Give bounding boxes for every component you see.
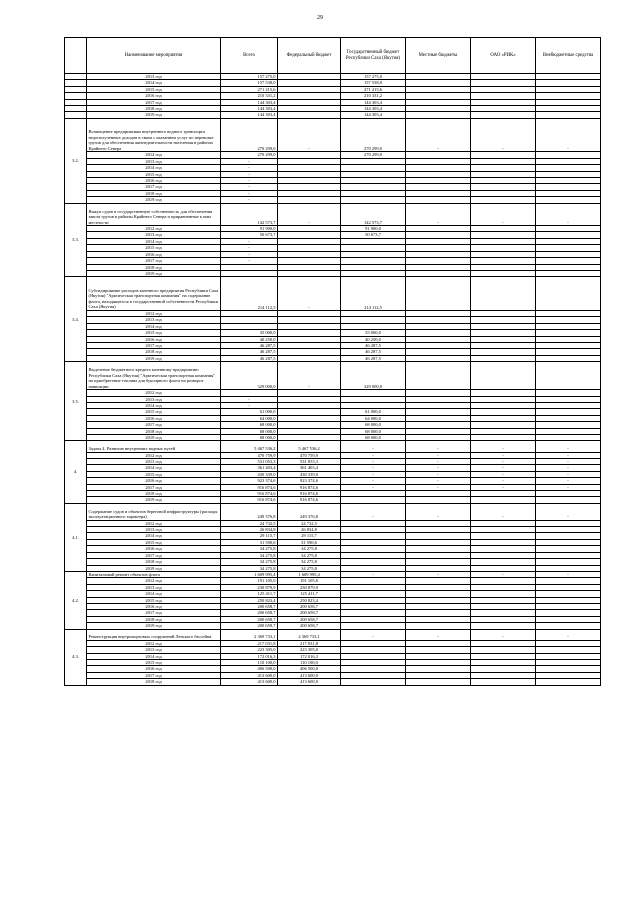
local-cell: -	[406, 571, 471, 578]
federal-cell: 110 100,0	[278, 660, 341, 666]
year-label: 2012 год	[87, 640, 221, 646]
year-label: 2017 год	[87, 484, 221, 490]
item-number: 3.4.	[65, 277, 87, 362]
year-label: 2019 год	[87, 355, 221, 361]
republic-cell: 271 215,6	[341, 86, 406, 92]
republic-cell: -	[341, 471, 406, 477]
year-label: 2019 год	[87, 565, 221, 571]
extra-cell: -	[536, 118, 601, 152]
year-label: 2013 год	[87, 459, 221, 465]
year-label: 2012 год	[87, 152, 221, 158]
total-cell: 50 673,7	[221, 232, 278, 238]
header-republic: Государственный бюджет Республики Саха (Якутия)	[341, 38, 406, 74]
extra-cell: -	[536, 465, 601, 471]
total-cell: 217 031,8	[221, 640, 278, 646]
oao-cell: -	[471, 478, 536, 484]
total-cell: 270 299,0	[221, 118, 278, 152]
federal-cell: -	[278, 362, 341, 390]
year-label: 2019 год	[87, 197, 221, 203]
total-cell: 271 215,6	[221, 86, 278, 92]
year-label: 2015 год	[87, 471, 221, 477]
year-label: 2017 год	[87, 672, 221, 678]
total-cell: 916 874,6	[221, 497, 278, 503]
total-cell: 413 600,0	[221, 679, 278, 685]
total-cell: -	[221, 158, 278, 164]
extra-cell: -	[536, 452, 601, 458]
item-name: Возмещение предприятиям внутреннего водного транспорта недополученных доходов в связи с оказанием услуг по перевозке грузов для обеспечения жизнедеятельности населения в районах Крайнего Севера	[87, 118, 221, 152]
total-cell: -	[221, 238, 278, 244]
oao-cell	[471, 679, 536, 685]
year-label: 2014 год	[87, 238, 221, 244]
republic-cell: -	[341, 478, 406, 484]
local-cell: -	[406, 118, 471, 152]
header-oao: ОАО «РИК»	[471, 38, 536, 74]
item-name: Задача 4. Развитие внутренних водных путей	[87, 441, 221, 452]
item-number: 4.	[65, 441, 87, 503]
republic-cell: -	[341, 452, 406, 458]
total-cell: 61 000,0	[221, 409, 278, 415]
total-cell: 200 658,7	[221, 623, 278, 629]
year-label: 2018 год	[87, 190, 221, 196]
total-cell: 34 275,8	[221, 565, 278, 571]
federal-cell: 430 339,0	[278, 471, 341, 477]
item-name: Выделение бюджетного кредита казенному предприятию Республики Саха (Якутия) "Арктическая транспортная компания" на приобретение топлива для буксирного флота на разворот навигации	[87, 362, 221, 390]
total-cell: 125 411,7	[221, 591, 278, 597]
year-label: 2018 год	[87, 106, 221, 112]
extra-cell: -	[536, 503, 601, 520]
federal-cell: 406 500,0	[278, 666, 341, 672]
republic-cell: 91 900,0	[341, 226, 406, 232]
federal-cell: 249 376,8	[278, 503, 341, 520]
year-label: 2012 год	[87, 452, 221, 458]
republic-cell: 270 299,0	[341, 152, 406, 158]
federal-cell: 223 305,0	[278, 647, 341, 653]
federal-cell: 24 732,5	[278, 520, 341, 526]
year-label: 2016 год	[87, 178, 221, 184]
year-label: 2016 год	[87, 251, 221, 257]
total-cell: 46 287,5	[221, 349, 278, 355]
year-label: 2015 год	[87, 245, 221, 251]
republic-cell: 329 000,0	[341, 362, 406, 390]
extra-cell: -	[536, 471, 601, 477]
extra-cell: -	[536, 484, 601, 490]
oao-cell: -	[471, 484, 536, 490]
total-cell: 210 331,2	[221, 93, 278, 99]
year-label: 2013 год	[87, 396, 221, 402]
federal-cell: 230 879,9	[278, 584, 341, 590]
federal-cell: 31 590,6	[278, 539, 341, 545]
republic-cell: -	[341, 629, 406, 640]
total-cell: 200 658,7	[221, 604, 278, 610]
total-cell: 531 053,3	[221, 459, 278, 465]
federal-cell: -	[278, 203, 341, 225]
total-cell: 46 287,5	[221, 342, 278, 348]
federal-cell: 34 275,8	[278, 546, 341, 552]
federal-cell: 26 834,8	[278, 527, 341, 533]
item-number: 3.3.	[65, 203, 87, 277]
year-label: 2018 год	[87, 349, 221, 355]
republic-cell: -	[341, 465, 406, 471]
item-number: 4.3.	[65, 629, 87, 685]
republic-cell: -	[341, 484, 406, 490]
federal-cell: 250 823,4	[278, 597, 341, 603]
header-num	[65, 38, 87, 74]
total-cell: 470 759,9	[221, 452, 278, 458]
total-cell: 1 609 995,4	[221, 571, 278, 578]
total-cell: 40 250,0	[221, 336, 278, 342]
oao-cell	[471, 362, 536, 390]
item-row	[65, 503, 601, 520]
year-label: 2013 год	[87, 647, 221, 653]
oao-cell: -	[471, 629, 536, 640]
federal-cell: 217 031,8	[278, 640, 341, 646]
year-label: 2012 год	[87, 310, 221, 316]
federal-cell: 916 874,6	[278, 484, 341, 490]
republic-cell: 46 287,5	[341, 349, 406, 355]
year-label: 2019 год	[87, 435, 221, 441]
item-row	[65, 362, 601, 390]
year-label: 2018 год	[87, 428, 221, 434]
federal-cell: 5 467 536,2	[278, 441, 341, 452]
total-cell: 430 339,0	[221, 471, 278, 477]
total-cell: 35 000,0	[221, 330, 278, 336]
item-row	[65, 629, 601, 640]
republic-cell: 61 000,0	[341, 409, 406, 415]
oao-cell	[471, 277, 536, 311]
year-label: 2019 год	[87, 270, 221, 276]
year-label: 2014 год	[87, 80, 221, 86]
total-cell: -	[221, 402, 278, 408]
federal-cell: -	[278, 118, 341, 152]
republic-cell: 142 573,7	[341, 203, 406, 225]
total-cell: 406 500,0	[221, 666, 278, 672]
year-row	[65, 679, 601, 685]
item-row	[65, 118, 601, 152]
republic-cell: 157 275,0	[341, 74, 406, 80]
year-label: 2015 год	[87, 330, 221, 336]
total-cell: 214 112,5	[221, 277, 278, 311]
year-label: 2016 год	[87, 415, 221, 421]
oao-cell: -	[471, 118, 536, 152]
year-label: 2019 год	[87, 112, 221, 118]
local-cell: -	[406, 629, 471, 640]
year-label: 2013 год	[87, 527, 221, 533]
local-cell: -	[406, 471, 471, 477]
year-label: 2016 год	[87, 93, 221, 99]
total-cell: 191 105,6	[221, 578, 278, 584]
year-label: 2018 год	[87, 559, 221, 565]
federal-cell: 200 658,7	[278, 623, 341, 629]
year-label: 2017 год	[87, 99, 221, 105]
item-row	[65, 277, 601, 311]
federal-cell: 191 105,6	[278, 578, 341, 584]
republic-cell: 68 000,0	[341, 422, 406, 428]
federal-cell: 34 275,8	[278, 565, 341, 571]
total-cell: 34 275,8	[221, 552, 278, 558]
federal-cell: 2 369 733,1	[278, 629, 341, 640]
header-total: Всего	[221, 38, 278, 74]
federal-cell: 200 658,7	[278, 604, 341, 610]
local-cell	[406, 362, 471, 390]
extra-cell: -	[536, 203, 601, 225]
total-cell: 68 000,0	[221, 435, 278, 441]
federal-cell: 531 053,3	[278, 459, 341, 465]
total-cell: -	[221, 251, 278, 257]
republic-cell: 270 299,0	[341, 118, 406, 152]
year-label: 2014 год	[87, 653, 221, 659]
oao-cell: -	[471, 459, 536, 465]
total-cell: 31 590,6	[221, 539, 278, 545]
federal-cell: 125 411,7	[278, 591, 341, 597]
year-label: 2017 год	[87, 422, 221, 428]
year-label: 2016 год	[87, 478, 221, 484]
republic-cell: -	[341, 441, 406, 452]
federal-cell: 34 275,8	[278, 559, 341, 565]
oao-cell: -	[471, 465, 536, 471]
year-label: 2019 год	[87, 623, 221, 629]
federal-cell: 923 374,6	[278, 478, 341, 484]
year-label: 2019 год	[87, 497, 221, 503]
oao-cell: -	[471, 471, 536, 477]
local-cell: -	[406, 503, 471, 520]
total-cell: 144 303,4	[221, 112, 278, 118]
total-cell: -	[221, 245, 278, 251]
year-label: 2012 год	[87, 390, 221, 396]
extra-cell: -	[536, 459, 601, 465]
extra-cell: -	[536, 629, 601, 640]
total-cell: 270 299,0	[221, 152, 278, 158]
year-label: 2014 год	[87, 165, 221, 171]
federal-cell: 200 658,7	[278, 616, 341, 622]
year-label: 2012 год	[87, 520, 221, 526]
year-label: 2017 год	[87, 610, 221, 616]
total-cell: 250 823,4	[221, 597, 278, 603]
federal-cell: 361 403,4	[278, 465, 341, 471]
item-name: Выкуп судов в государственную собственность для обеспечения завоза грузов в районы Крайнего Севера и приравненные к ним местности	[87, 203, 221, 225]
federal-cell: 200 658,7	[278, 610, 341, 616]
item-row	[65, 203, 601, 225]
item-name: Содержание судов и объектов береговой инфраструктуры (расходы эксплуатационного характера)	[87, 503, 221, 520]
total-cell: 200 658,7	[221, 616, 278, 622]
total-cell: 24 732,5	[221, 520, 278, 526]
total-cell: 34 275,8	[221, 559, 278, 565]
local-cell: -	[406, 441, 471, 452]
year-label: 2014 год	[87, 533, 221, 539]
year-label: 2014 год	[87, 591, 221, 597]
total-cell: 361 403,4	[221, 465, 278, 471]
republic-cell: 46 287,5	[341, 342, 406, 348]
total-cell: 68 000,0	[221, 428, 278, 434]
item-name: Субсидирование расходов казенного предприятия Республики Саха (Якутия) "Арктическая транспортная компания" на содержание флота, находящегося в государственной собственности Республики Саха (Якутия)	[87, 277, 221, 311]
total-cell: -	[221, 258, 278, 264]
total-cell: 923 374,6	[221, 478, 278, 484]
total-cell: 5 467 536,2	[221, 441, 278, 452]
total-cell: 223 305,0	[221, 647, 278, 653]
total-cell: -	[221, 396, 278, 402]
total-cell: 144 303,4	[221, 99, 278, 105]
republic-cell: 68 000,0	[341, 428, 406, 434]
federal-cell: -	[278, 277, 341, 311]
republic-cell: 35 000,0	[341, 330, 406, 336]
page-number: 29	[317, 15, 323, 21]
year-label: 2015 год	[87, 86, 221, 92]
federal-cell: 916 874,6	[278, 491, 341, 497]
total-cell: 329 000,0	[221, 362, 278, 390]
total-cell: -	[221, 178, 278, 184]
year-label: 2016 год	[87, 546, 221, 552]
year-label: 2017 год	[87, 552, 221, 558]
total-cell: 110 100,0	[221, 660, 278, 666]
republic-cell: 46 287,5	[341, 355, 406, 361]
item-name: Реконструкция внутрипортовых сооружений Ленского бассейна	[87, 629, 221, 640]
local-cell: -	[406, 203, 471, 225]
republic-cell: 144 303,4	[341, 106, 406, 112]
total-cell: 916 874,6	[221, 484, 278, 490]
header-extra: Внебюджетные средства	[536, 38, 601, 74]
total-cell: 249 376,8	[221, 503, 278, 520]
total-cell: 91 900,0	[221, 226, 278, 232]
federal-cell: 34 275,8	[278, 552, 341, 558]
local-cell: -	[406, 459, 471, 465]
total-cell: 142 573,7	[221, 203, 278, 225]
federal-cell: 413 600,0	[278, 672, 341, 678]
year-label: 2017 год	[87, 258, 221, 264]
total-cell: 34 275,8	[221, 546, 278, 552]
total-cell: 200 658,7	[221, 610, 278, 616]
oao-cell: -	[471, 203, 536, 225]
extra-cell: -	[536, 441, 601, 452]
total-cell: -	[221, 165, 278, 171]
year-label: 2012 год	[87, 226, 221, 232]
republic-cell: 157 538,0	[341, 80, 406, 86]
budget-table	[64, 37, 601, 686]
federal-cell: 1 609 995,4	[278, 571, 341, 578]
federal-cell: 172 016,3	[278, 653, 341, 659]
total-cell: 68 000,0	[221, 422, 278, 428]
republic-cell: 144 303,4	[341, 99, 406, 105]
republic-cell: -	[341, 503, 406, 520]
year-label: 2015 год	[87, 539, 221, 545]
extra-cell	[536, 362, 601, 390]
year-label: 2018 год	[87, 616, 221, 622]
local-cell: -	[406, 465, 471, 471]
header-local: Местные бюджеты	[406, 38, 471, 74]
republic-cell	[341, 679, 406, 685]
year-label: 2017 год	[87, 184, 221, 190]
item-number: 3.2.	[65, 118, 87, 203]
item-name: Капитальный ремонт объектов флота	[87, 571, 221, 578]
local-cell: -	[406, 484, 471, 490]
republic-cell: 40 250,0	[341, 336, 406, 342]
federal-cell: 29 115,7	[278, 533, 341, 539]
total-cell: -	[221, 184, 278, 190]
year-label: 2013 год	[87, 584, 221, 590]
total-cell: 64 000,0	[221, 415, 278, 421]
local-cell	[406, 679, 471, 685]
total-cell: -	[221, 197, 278, 203]
total-cell: 46 287,5	[221, 355, 278, 361]
item-row	[65, 441, 601, 452]
year-label: 2016 год	[87, 604, 221, 610]
year-label: 2013 год	[87, 158, 221, 164]
oao-cell: -	[471, 452, 536, 458]
republic-cell: -	[341, 571, 406, 578]
republic-cell: 68 000,0	[341, 435, 406, 441]
year-label: 2016 год	[87, 666, 221, 672]
year-label: 2016 год	[87, 336, 221, 342]
total-cell: 144 303,4	[221, 106, 278, 112]
republic-cell: -	[341, 459, 406, 465]
year-label: 2014 год	[87, 465, 221, 471]
year-label: 2018 год	[87, 264, 221, 270]
total-cell: 2 369 733,1	[221, 629, 278, 640]
republic-cell: 210 331,2	[341, 93, 406, 99]
header-row	[65, 38, 601, 74]
extra-cell: -	[536, 478, 601, 484]
total-cell: 413 600,0	[221, 672, 278, 678]
total-cell: 29 115,7	[221, 533, 278, 539]
header-federal: Федеральный бюджет	[278, 38, 341, 74]
republic-cell: 64 000,0	[341, 415, 406, 421]
item-number: 3.5.	[65, 362, 87, 441]
header-name: Наименование мероприятия	[87, 38, 221, 74]
year-label: 2012 год	[87, 578, 221, 584]
oao-cell: -	[471, 571, 536, 578]
year-label: 2015 год	[87, 597, 221, 603]
year-label: 2014 год	[87, 402, 221, 408]
republic-cell: 214 112,5	[341, 277, 406, 311]
total-cell: 157 538,0	[221, 80, 278, 86]
local-cell: -	[406, 452, 471, 458]
republic-cell: 50 673,7	[341, 232, 406, 238]
year-label: 2013 год	[87, 232, 221, 238]
total-cell: -	[221, 190, 278, 196]
year-label: 2018 год	[87, 679, 221, 685]
extra-cell	[536, 277, 601, 311]
total-cell: 916 874,6	[221, 491, 278, 497]
local-cell	[406, 277, 471, 311]
year-label: 2015 год	[87, 171, 221, 177]
year-label: 2013 год	[87, 74, 221, 80]
total-cell: 26 834,8	[221, 527, 278, 533]
year-label: 2018 год	[87, 491, 221, 497]
republic-cell: 144 303,4	[341, 112, 406, 118]
oao-cell: -	[471, 441, 536, 452]
oao-cell: -	[471, 503, 536, 520]
total-cell: 157 275,0	[221, 74, 278, 80]
year-label: 2013 год	[87, 317, 221, 323]
year-label: 2015 год	[87, 660, 221, 666]
year-label: 2014 год	[87, 323, 221, 329]
total-cell: 230 879,9	[221, 584, 278, 590]
federal-cell: 470 759,9	[278, 452, 341, 458]
total-cell: -	[221, 171, 278, 177]
year-label: 2015 год	[87, 409, 221, 415]
item-number: 4.2.	[65, 571, 87, 629]
year-label: 2017 год	[87, 342, 221, 348]
federal-cell: 413 600,0	[278, 679, 341, 685]
federal-cell: 916 874,6	[278, 497, 341, 503]
local-cell: -	[406, 478, 471, 484]
item-number: 4.1.	[65, 503, 87, 571]
extra-cell	[536, 679, 601, 685]
extra-cell: -	[536, 571, 601, 578]
total-cell: 172 016,3	[221, 653, 278, 659]
